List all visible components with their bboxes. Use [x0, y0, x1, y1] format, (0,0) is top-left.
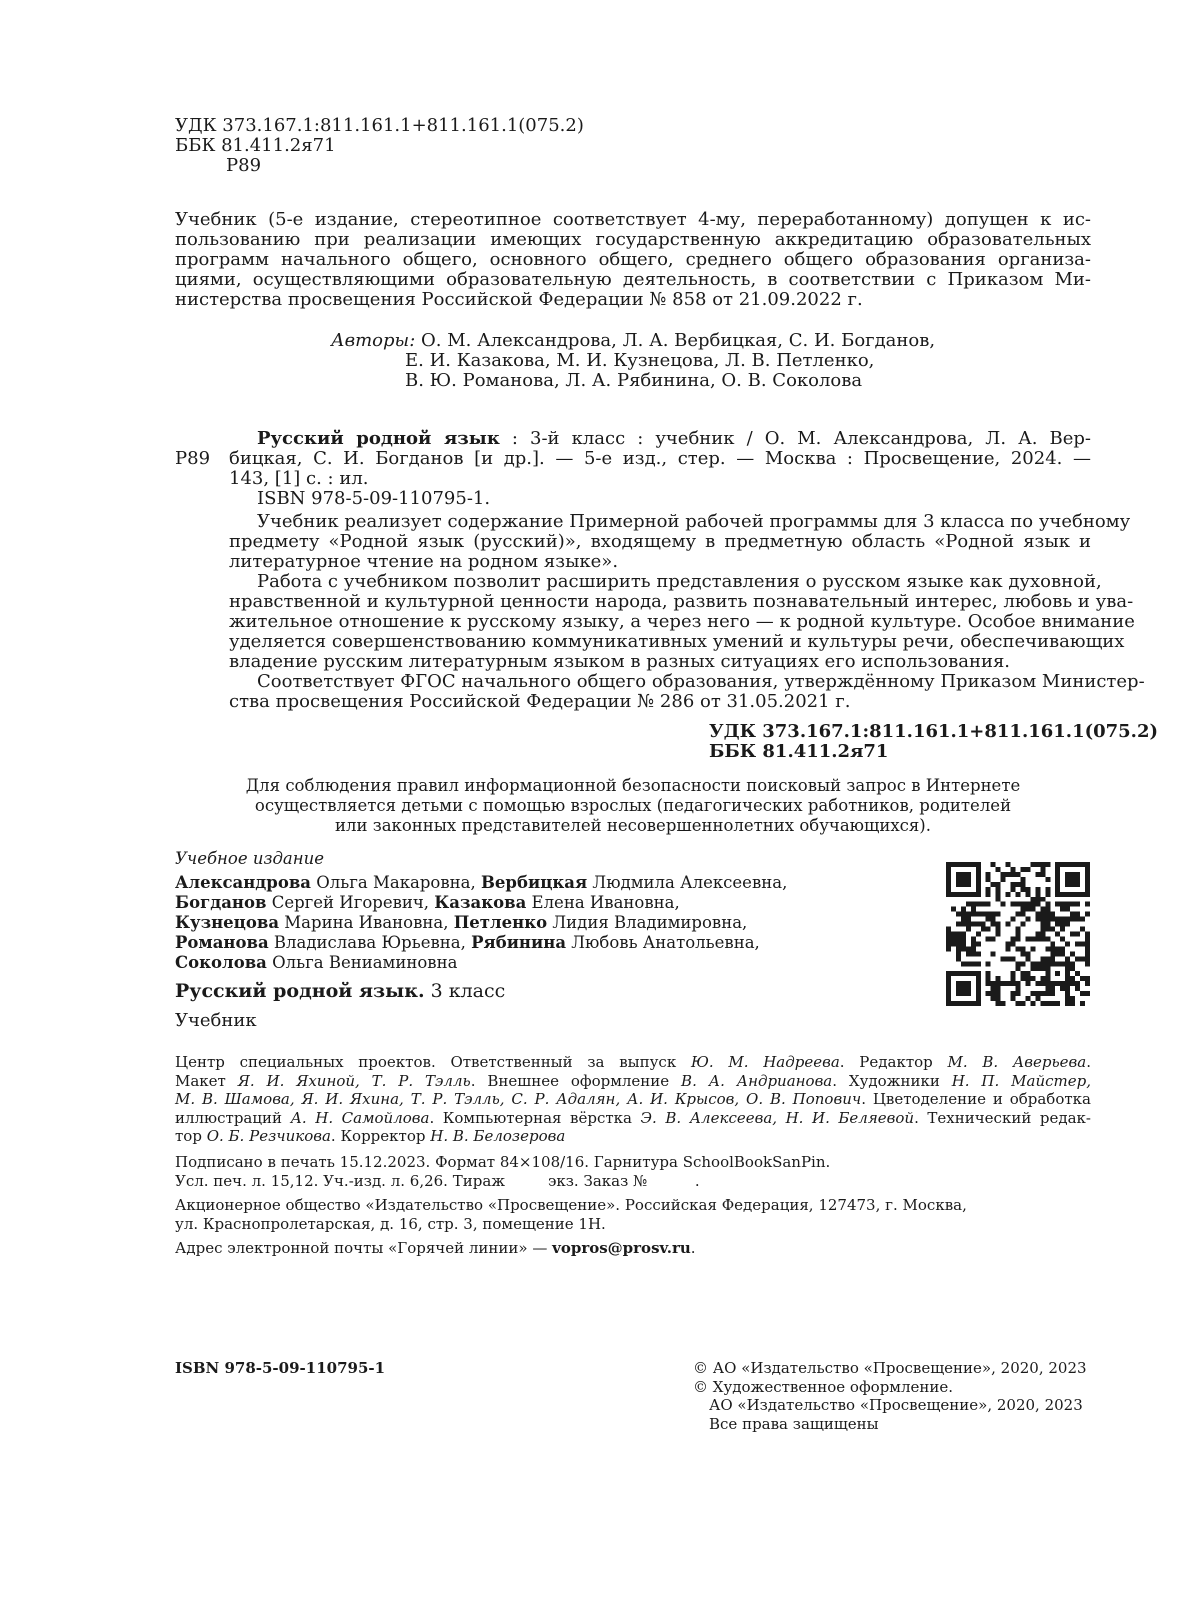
- credits-line: [175, 1072, 1091, 1091]
- credit-text: . Корректор: [330, 1127, 431, 1145]
- annotation-classification: [709, 722, 1158, 762]
- header-bbk: ББК 81.411.2я71: [175, 135, 336, 156]
- biblio-title: Русский родной язык: [257, 428, 500, 449]
- credit-text: . Компьютерная вёрстка: [429, 1108, 641, 1127]
- credit-person: Н. П. Майстер,: [951, 1071, 1091, 1090]
- annotation-line: уделяется совершенствованию коммуникативных умений и культуры речи, обеспечивающих: [229, 631, 1125, 652]
- edition-label: Учебное издание: [175, 849, 325, 868]
- credit-text: тор: [175, 1127, 207, 1145]
- credit-text: иллюстраций: [175, 1108, 291, 1127]
- credit-text: . Цветоделение и обработка: [861, 1090, 1091, 1108]
- authors-block: [331, 331, 935, 391]
- biblio-record: [229, 428, 1091, 509]
- edition-type: Учебник: [175, 1010, 257, 1031]
- copyright-line: © АО «Издательство «Просвещение», 2020, 2023: [693, 1359, 1087, 1377]
- print-line: Усл. печ. л. 15,12. Уч.-изд. л. 6,26. Тираж экз. Заказ № .: [175, 1171, 700, 1190]
- biblio-line: : 3-й класс : учебник / О. М. Александрова, Л. А. Вер-: [499, 428, 1091, 449]
- credit-text: . Внешнее оформление: [470, 1071, 682, 1090]
- annotation-line: предмету «Родной язык (русский)», входящему в предметную область «Родной язык и: [229, 531, 1091, 552]
- credit-text: Макет: [175, 1071, 238, 1090]
- annotation-line: Учебник реализует содержание Примерной рабочей программы для 3 класса по учебному: [257, 511, 1131, 532]
- annotation-line: Работа с учебником позволит расширить представления о русском языке как духовной,: [257, 571, 1102, 592]
- edition-title: Русский родной язык. 3 класс: [175, 980, 506, 1002]
- biblio-isbn: ISBN 978-5-09-110795-1.: [257, 488, 491, 509]
- annotation-line: нравственной и культурной ценности народа, развить познавательный интерес, любовь и ува-: [229, 591, 1134, 612]
- email-link[interactable]: vopros@prosv.ru: [552, 1239, 691, 1257]
- print-info: [175, 1153, 830, 1190]
- publisher-info: [175, 1196, 967, 1233]
- annotation-line: ства просвещения Российской Федерации № 286 от 31.05.2021 г.: [229, 691, 851, 712]
- credit-person: Я. И. Яхиной, Т. Р. Тэлль: [237, 1071, 471, 1090]
- copyright-line: Все права защищены: [709, 1414, 879, 1433]
- footer-isbn: ISBN 978-5-09-110795-1: [175, 1359, 386, 1377]
- safety-line: Для соблюдения правил информационной безопасности поисковый запрос в Интернете: [245, 776, 1021, 795]
- authors-line: Е. И. Казакова, М. И. Кузнецова, Л. В. Петленко,: [405, 350, 875, 371]
- credits-line: [175, 1053, 1091, 1072]
- credits-line: [175, 1109, 1091, 1128]
- annotation-line: литературное чтение на родном языке».: [229, 551, 619, 572]
- credit-text: Центр специальных проектов. Ответственный за выпуск: [175, 1053, 691, 1071]
- approval-line-last: нистерства просвещения Российской Федерации № 858 от 21.09.2022 г.: [175, 289, 863, 310]
- annotation-udk: УДК 373.167.1:811.161.1+811.161.1(075.2): [709, 721, 1158, 742]
- annotation: [229, 511, 1145, 712]
- credits-line: [175, 1127, 1091, 1146]
- safety-notice: [175, 776, 1091, 836]
- edition-people: [175, 873, 787, 973]
- approval-paragraph: [175, 210, 1091, 310]
- edition-person-line: Богданов Сергей Игоревич, Казакова Елена Ивановна,: [175, 893, 680, 912]
- credit-text: . Технический редак-: [914, 1108, 1091, 1127]
- approval-line: пользованию при реализации имеющих государственную аккредитацию образовательных: [175, 229, 1091, 250]
- authors-line: В. Ю. Романова, Л. А. Рябинина, О. В. Соколова: [405, 370, 863, 391]
- biblio-index: Р89: [175, 448, 211, 469]
- edition-person-line: Кузнецова Марина Ивановна, Петленко Лидия Владимировна,: [175, 913, 748, 932]
- credit-text: . Редактор: [839, 1053, 948, 1071]
- credit-text: . Художники: [832, 1071, 952, 1090]
- credit-person: Н. В. Белозерова: [430, 1127, 566, 1145]
- qr-code: [946, 862, 1090, 1006]
- header-udk: УДК 373.167.1:811.161.1+811.161.1(075.2): [175, 115, 584, 136]
- credit-person: В. А. Андрианова: [681, 1071, 833, 1090]
- publisher-email-line: Адрес электронной почты «Горячей линии» — vopros@prosv.ru.: [175, 1239, 696, 1257]
- edition-person-line: Александрова Ольга Макаровна, Вербицкая Людмила Алексеевна,: [175, 873, 788, 892]
- safety-line: осуществляется детьми с помощью взрослых (педагогических работников, родителей: [254, 796, 1012, 815]
- edition-person-line: Соколова Ольга Вениаминовна: [175, 953, 458, 972]
- credit-person: О. Б. Резчикова: [206, 1127, 331, 1145]
- credit-person: Ю. М. Надреева: [690, 1053, 840, 1071]
- authors-label: Авторы:: [331, 330, 416, 351]
- publisher-line: ул. Краснопролетарская, д. 16, стр. 3, помещение 1Н.: [175, 1214, 606, 1233]
- approval-line: Учебник (5-е издание, стереотипное соответствует 4-му, переработанному) допущен к ис-: [175, 209, 1091, 230]
- credit-person: М. В. Аверьева: [947, 1053, 1087, 1071]
- copyright-line: АО «Издательство «Просвещение», 2020, 2023: [709, 1396, 1083, 1414]
- approval-line: циями, осуществляющими образовательную деятельность, в соответствии с Приказом Ми-: [175, 269, 1091, 290]
- credit-person: М. В. Шамова, Я. И. Яхина, Т. Р. Тэлль, С. Р. Адалян, А. И. Крысов, О. В. Попович: [175, 1090, 862, 1108]
- publisher-line: Акционерное общество «Издательство «Просвещение». Российская Федерация, 127473, г. Москва,: [175, 1196, 967, 1214]
- annotation-line: владение русским литературным языком в разных ситуациях его использования.: [229, 651, 1011, 672]
- copyright-line: © Художественное оформление.: [693, 1377, 954, 1396]
- safety-line: или законных представителей несовершеннолетних обучающихся).: [334, 816, 931, 835]
- annotation-line: жительное отношение к русскому языку, а через него — к родной культуре. Особое внимание: [229, 611, 1135, 632]
- credit-person: Э. В. Алексеева, Н. И. Беляевой: [640, 1108, 915, 1127]
- footer-copyright: [693, 1359, 1087, 1433]
- annotation-bbk: ББК 81.411.2я71: [709, 741, 889, 762]
- annotation-line: Соответствует ФГОС начального общего образования, утверждённому Приказом Министер-: [257, 671, 1145, 692]
- biblio-line: 143, [1] с. : ил.: [229, 468, 369, 489]
- header-index: Р89: [226, 155, 262, 176]
- credits-line: [175, 1090, 1091, 1109]
- credits: [175, 1053, 1091, 1146]
- credit-person: А. Н. Самойлова: [290, 1108, 430, 1127]
- edition-person-line: Романова Владислава Юрьевна, Рябинина Любовь Анатольевна,: [175, 933, 760, 952]
- print-line: Подписано в печать 15.12.2023. Формат 84×108/16. Гарнитура SchoolBookSanPin.: [175, 1153, 831, 1171]
- authors-line: О. М. Александрова, Л. А. Вербицкая, С. И. Богданов,: [421, 330, 936, 351]
- approval-line: программ начального общего, основного общего, среднего общего образования организа-: [175, 249, 1091, 270]
- credit-text: .: [1086, 1053, 1091, 1071]
- biblio-line: бицкая, С. И. Богданов [и др.]. — 5-е изд., стер. — Москва : Просвещение, 2024. —: [229, 448, 1091, 469]
- header-classification: [175, 116, 584, 176]
